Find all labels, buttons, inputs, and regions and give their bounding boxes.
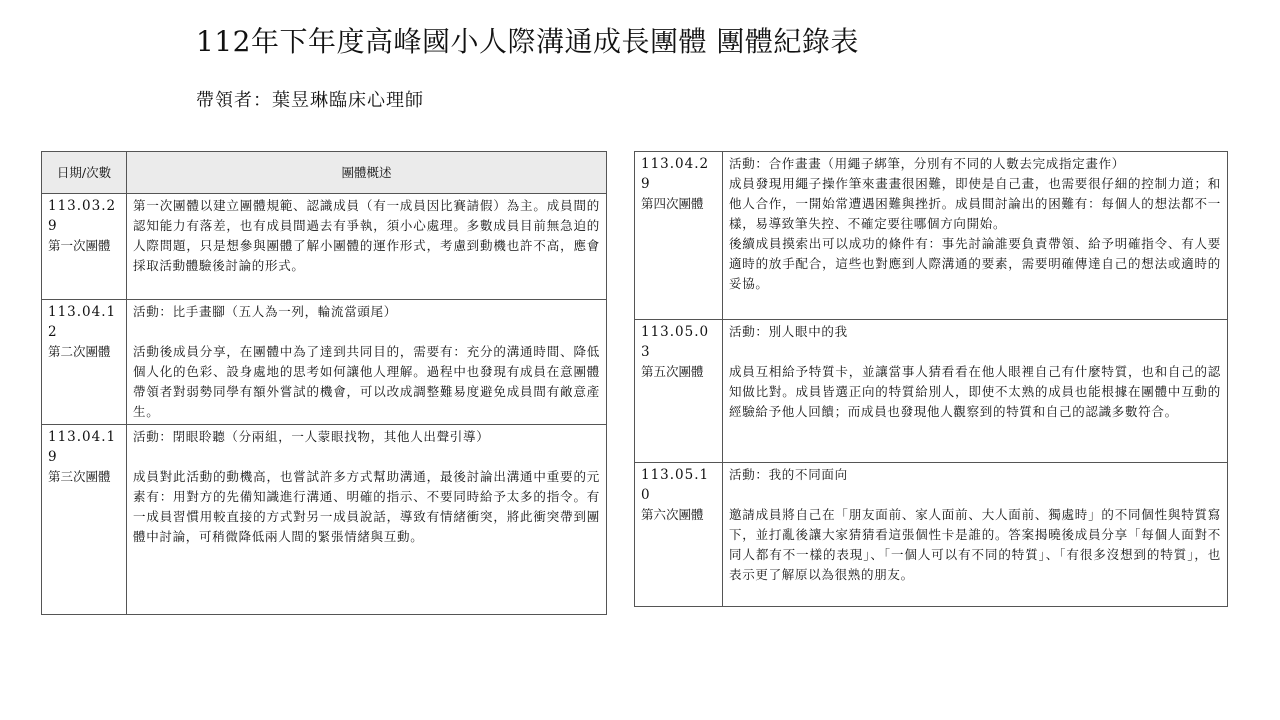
record-table-left <box>41 151 607 615</box>
session-date: 113.04.19 <box>48 429 117 465</box>
summary-cell <box>723 463 1228 607</box>
table-row <box>42 300 607 425</box>
activity-title: 活動：比手畫腳（五人為一列，輪流當頭尾） <box>133 304 398 319</box>
session-label: 第二次團體 <box>48 344 111 359</box>
table-row <box>42 425 607 615</box>
summary-text: 成員發現用繩子操作筆來畫畫很困難，即使是自己畫，也需要很仔細的控制力道；和他人合作，一開始常遭遇困難與挫折。成員間討論出的困難有：每個人的想法都不一樣，易導致筆失控、不確定要往哪個方向開始。 <box>729 176 1221 231</box>
group-leader: 帶領者：葉昱琳臨床心理師 <box>196 90 424 111</box>
activity-title: 活動：我的不同面向 <box>729 467 848 482</box>
activity-title: 活動：閉眼聆聽（分兩組，一人蒙眼找物，其他人出聲引導） <box>133 429 490 444</box>
date-cell <box>635 152 723 320</box>
summary-text: 邀請成員將自己在「朋友面前、家人面前、大人面前、獨處時」的不同個性與特質寫下，並打亂後讓大家猜猜看這張個性卡是誰的。答案揭曉後成員分享「每個人面對不同人都有不一樣的表現」、「一個人可以有不同的特質」、「有很多沒想到的特質」，也表示更了解原以為很熟的朋友。 <box>729 507 1221 582</box>
record-table-right <box>634 151 1228 607</box>
date-cell <box>635 320 723 463</box>
summary-header: 團體概述 <box>127 152 607 194</box>
date-session-header: 日期/次數 <box>42 152 127 194</box>
session-label: 第六次團體 <box>641 507 704 522</box>
page-title: 112年下年度高峰國小人際溝通成長團體 團體紀錄表 <box>196 25 859 58</box>
session-date: 113.03.29 <box>48 198 117 234</box>
table-header-row <box>42 152 607 194</box>
date-cell <box>42 425 127 615</box>
session-date: 113.05.10 <box>641 467 710 503</box>
table-row <box>635 152 1228 320</box>
date-cell <box>635 463 723 607</box>
summary-cell <box>723 320 1228 463</box>
summary-text: 後續成員摸索出可以成功的條件有：事先討論誰要負責帶領、給予明確指令、有人要適時的放手配合，這些也對應到人際溝通的要素，需要明確傳達自己的想法或適時的妥協。 <box>729 236 1221 291</box>
table-row <box>635 320 1228 463</box>
session-label: 第三次團體 <box>48 469 111 484</box>
session-date: 113.04.12 <box>48 304 117 340</box>
summary-text: 成員對此活動的動機高，也嘗試許多方式幫助溝通，最後討論出溝通中重要的元素有：用對方的先備知識進行溝通、明確的指示、不要同時給予太多的指令。有一成員習慣用較直接的方式對另一成員說話，導致有情緒衝突，將此衝突帶到團體中討論，可稍微降低兩人間的緊張情緒與互動。 <box>133 469 600 544</box>
activity-title: 活動：別人眼中的我 <box>729 324 848 339</box>
summary-cell <box>127 425 607 615</box>
session-date: 113.04.29 <box>641 156 710 192</box>
activity-title: 活動：合作畫畫（用繩子綁筆，分別有不同的人數去完成指定畫作） <box>729 156 1126 171</box>
date-cell <box>42 194 127 300</box>
session-date: 113.05.03 <box>641 324 710 360</box>
session-label: 第五次團體 <box>641 364 704 379</box>
date-cell <box>42 300 127 425</box>
summary-text: 活動後成員分享，在團體中為了達到共同目的，需要有：充分的溝通時間、降低個人化的色彩、設身處地的思考如何讓他人理解。過程中也發現有成員在意團體帶領者對弱勢同學有額外嘗試的機會，可以改成調整難易度避免成員間有敵意產生。 <box>133 344 600 419</box>
summary-cell <box>723 152 1228 320</box>
summary-cell <box>127 300 607 425</box>
summary-cell <box>127 194 607 300</box>
summary-text: 成員互相給予特質卡，並讓當事人猜看看在他人眼裡自己有什麼特質，也和自己的認知做比對。成員皆選正向的特質給別人，即使不太熟的成員也能根據在團體中互動的經驗給予他人回饋；而成員也發現他人觀察到的特質和自己的認識多數符合。 <box>729 364 1221 419</box>
table-row <box>635 463 1228 607</box>
summary-text: 第一次團體以建立團體規範、認識成員（有一成員因比賽請假）為主。成員間的認知能力有落差，也有成員間過去有爭執，須小心處理。多數成員目前無急迫的人際問題，只是想參與團體了解小團體的運作形式，考慮到動機也許不高，應會採取活動體驗後討論的形式。 <box>133 198 600 273</box>
session-label: 第四次團體 <box>641 196 704 211</box>
table-row <box>42 194 607 300</box>
session-label: 第一次團體 <box>48 238 111 253</box>
